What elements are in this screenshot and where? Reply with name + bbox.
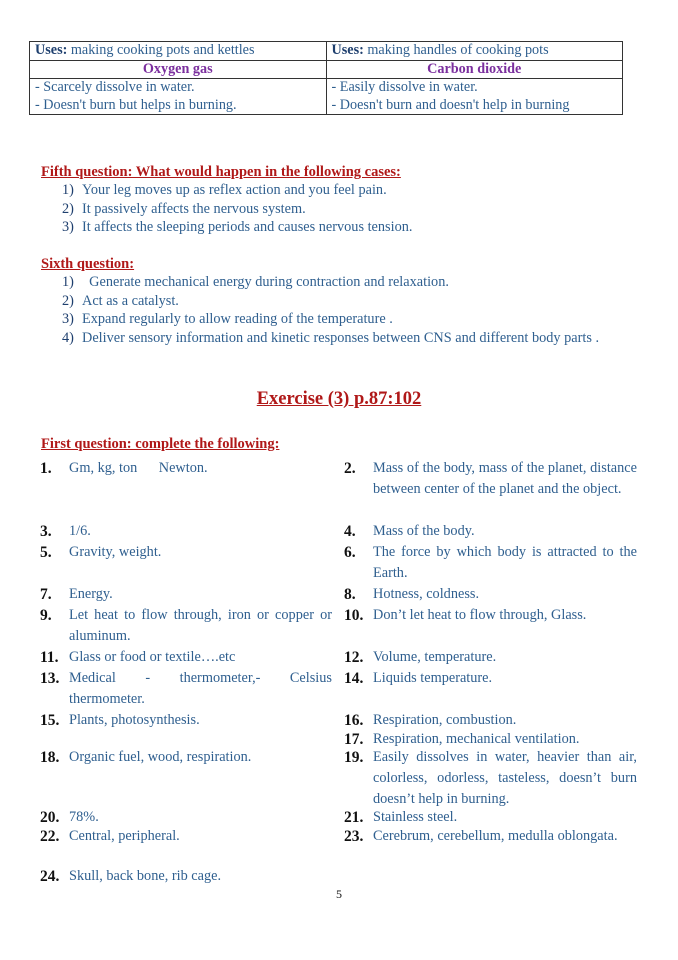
answer-item (344, 605, 637, 626)
answer-item (344, 668, 637, 689)
list-item (62, 329, 622, 348)
sixth-question-title: Sixth question: (41, 256, 135, 272)
answer-number: 15. (40, 712, 60, 729)
exercise-title: Exercise (3) p.87:102 (256, 389, 422, 409)
answer-item (40, 807, 332, 828)
item-number: 1) (62, 182, 74, 198)
table-header-row (30, 60, 623, 79)
answer-text: Easily dissolves in water, heavier than air, colorless, odorless, tasteless, doesn’t burn doesn’t help in burning. (373, 749, 637, 807)
answer-text: Stainless steel. (373, 809, 458, 825)
item-number: 1) (62, 274, 74, 290)
answer-text: Plants, photosynthesis. (69, 712, 200, 728)
property-text: - Easily dissolve in water. (331, 79, 478, 95)
item-number: 4) (62, 329, 74, 346)
answer-number: 5. (40, 544, 52, 561)
item-number: 2) (62, 292, 74, 309)
item-text: It passively affects the nervous system. (82, 200, 306, 217)
answer-number: 2. (344, 460, 356, 477)
answer-text: Mass of the body. (373, 523, 475, 539)
answer-number: 4. (344, 523, 356, 540)
answer-number: 13. (40, 670, 60, 687)
answer-number: 8. (344, 586, 356, 603)
answer-item (40, 542, 332, 563)
oxygen-header: Oxygen gas (30, 60, 327, 79)
answer-number: 6. (344, 544, 356, 561)
answer-item (40, 647, 332, 668)
list-item (62, 181, 412, 200)
table-row (30, 42, 623, 61)
uses-label: Uses: (35, 42, 68, 58)
answer-item (40, 458, 332, 479)
answer-text: Liquids temperature. (373, 670, 493, 686)
answer-text: Skull, back bone, rib cage. (69, 868, 222, 884)
answer-number: 23. (344, 828, 364, 845)
answer-number: 7. (40, 586, 52, 603)
answer-item (344, 584, 637, 605)
answer-text: Respiration, mechanical ventilation. (373, 731, 580, 747)
answer-item (40, 710, 332, 731)
answer-number: 22. (40, 828, 60, 845)
item-text: Deliver sensory information and kinetic responses between CNS and different body parts . (82, 329, 600, 346)
answer-text: The force by which body is attracted to the Earth. (373, 544, 637, 581)
answer-item (344, 710, 637, 731)
table-cell (30, 79, 327, 115)
answer-text: Mass of the body, mass of the planet, distance between center of the planet and the object. (373, 460, 637, 497)
table-row (30, 79, 623, 115)
answer-text: Hotness, coldness. (373, 586, 480, 602)
answer-text: Cerebrum, cerebellum, medulla oblongata. (373, 828, 618, 844)
answer-number: 24. (40, 868, 60, 885)
answer-text: Energy. (69, 586, 113, 602)
answer-number: 9. (40, 607, 52, 624)
item-text: Expand regularly to allow reading of the temperature . (82, 311, 393, 327)
answer-item (40, 584, 332, 605)
answer-item (344, 647, 637, 668)
uses-text: making cooking pots and kettles (67, 42, 255, 58)
answer-item (40, 521, 332, 542)
answer-text: Glass or food or textile….etc (69, 649, 236, 665)
answer-number: 17. (344, 731, 364, 748)
answer-item (40, 605, 332, 647)
table-cell (30, 42, 327, 61)
uses-text: making handles of cooking pots (363, 42, 549, 58)
answer-item (344, 807, 637, 828)
item-text: It affects the sleeping periods and causes nervous tension. (82, 219, 413, 235)
answer-number: 3. (40, 523, 52, 540)
table-cell (326, 79, 623, 115)
answer-text: 1/6. (69, 523, 91, 539)
answer-item (344, 521, 637, 542)
answer-number: 19. (344, 749, 364, 766)
answer-item (344, 458, 637, 500)
answer-text: Medical - thermometer,- Celsius thermometer. (69, 670, 332, 707)
fifth-question-list (62, 181, 412, 237)
answer-text: Central, peripheral. (69, 828, 180, 844)
answer-text: 78%. (69, 809, 99, 825)
answer-item (344, 542, 637, 584)
answer-item (40, 866, 332, 887)
answer-text: Respiration, combustion. (373, 712, 517, 728)
answer-item (344, 826, 637, 847)
answer-item (344, 747, 637, 810)
answer-number: 11. (40, 649, 59, 666)
answer-text: Volume, temperature. (373, 649, 497, 665)
first-question-title: First question: complete the following: (41, 436, 280, 452)
comparison-table (29, 41, 623, 115)
answer-number: 14. (344, 670, 364, 687)
answer-number: 18. (40, 749, 60, 766)
sixth-question-list (62, 273, 622, 347)
answer-item (40, 747, 332, 768)
list-item (62, 310, 622, 329)
item-text: Your leg moves up as reflex action and you feel pain. (82, 182, 387, 198)
page-number: 5 (336, 887, 342, 901)
answer-number: 10. (344, 607, 364, 624)
fifth-question-title: Fifth question: What would happen in the following cases: (41, 164, 401, 180)
item-number: 2) (62, 200, 74, 217)
list-item (62, 200, 412, 219)
answer-text: Gm, kg, ton Newton. (69, 460, 208, 476)
item-number: 3) (62, 219, 74, 235)
property-text: - Doesn't burn but helps in burning. (35, 96, 237, 113)
uses-label: Uses: (331, 42, 364, 58)
answer-number: 16. (344, 712, 364, 729)
answer-number: 1. (40, 460, 52, 477)
answer-text: Gravity, weight. (69, 544, 162, 560)
table-cell (326, 42, 623, 61)
answer-item (40, 826, 332, 847)
answer-number: 21. (344, 809, 364, 826)
item-text: Act as a catalyst. (82, 292, 179, 309)
list-item (62, 273, 622, 292)
answer-number: 20. (40, 809, 60, 826)
carbon-dioxide-header: Carbon dioxide (326, 60, 623, 79)
answer-text: Let heat to flow through, iron or copper or aluminum. (69, 607, 332, 644)
item-text: Generate mechanical energy during contraction and relaxation. (82, 274, 449, 290)
list-item (62, 292, 622, 311)
property-text: - Scarcely dissolve in water. (35, 79, 195, 95)
answer-text: Organic fuel, wood, respiration. (69, 749, 252, 765)
list-item (62, 218, 412, 237)
answer-item (40, 668, 332, 710)
answer-text: Don’t let heat to flow through, Glass. (373, 607, 587, 623)
property-text: - Doesn't burn and doesn't help in burning (331, 96, 570, 113)
item-number: 3) (62, 311, 74, 327)
answer-number: 12. (344, 649, 364, 666)
